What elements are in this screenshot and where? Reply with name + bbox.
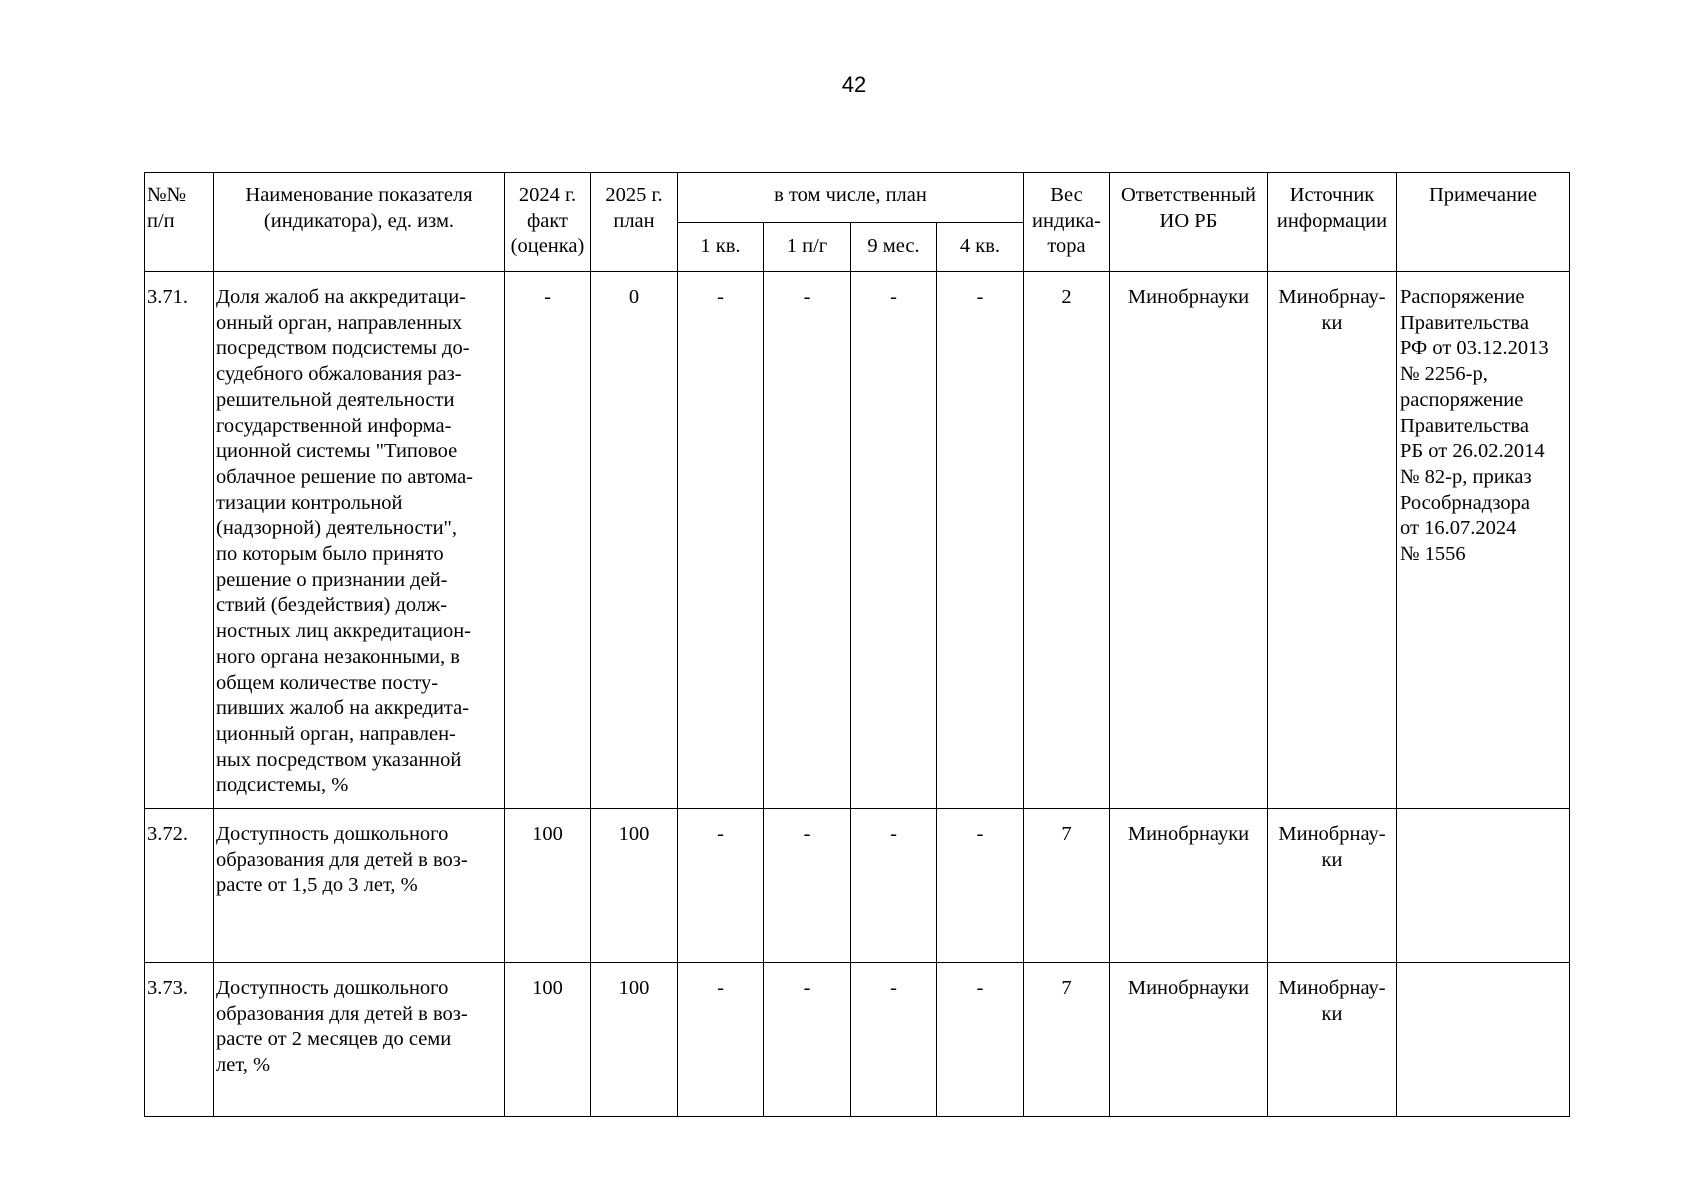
header-q4: 4 кв. <box>937 223 1024 272</box>
fact-2024-value: 100 <box>505 809 591 963</box>
plan-h1-value: - <box>764 963 851 1117</box>
responsible-value: Минобрнауки <box>1110 272 1268 809</box>
plan-q1-value: - <box>678 963 764 1117</box>
plan-q4-value: - <box>937 809 1024 963</box>
note-value <box>1397 809 1570 963</box>
note-value <box>1397 963 1570 1117</box>
row-number: 3.71. <box>145 272 214 809</box>
plan-2025-value: 100 <box>591 809 678 963</box>
weight-value: 7 <box>1024 809 1110 963</box>
plan-9m-value: - <box>851 963 937 1117</box>
table-row <box>145 963 1570 1117</box>
header-q1: 1 кв. <box>678 223 764 272</box>
indicators-table <box>144 172 1570 1117</box>
fact-2024-value: 100 <box>505 963 591 1117</box>
source-value: Минобрнау- ки <box>1268 963 1397 1117</box>
header-including-plan: в том числе, план <box>678 173 1024 223</box>
indicator-name: Доступность дошкольного образования для детей в воз- расте от 1,5 до 3 лет, % <box>214 809 505 963</box>
header-weight: Вес индика- тора <box>1024 173 1110 272</box>
source-value: Минобрнау- ки <box>1268 809 1397 963</box>
header-responsible: Ответственный ИО РБ <box>1110 173 1268 272</box>
plan-q4-value: - <box>937 963 1024 1117</box>
plan-9m-value: - <box>851 809 937 963</box>
plan-2025-value: 100 <box>591 963 678 1117</box>
header-plan-2025: 2025 г. план <box>591 173 678 272</box>
page-number: 42 <box>841 72 867 97</box>
plan-h1-value: - <box>764 809 851 963</box>
plan-9m-value: - <box>851 272 937 809</box>
table-row <box>145 272 1570 809</box>
header-row <box>145 173 1570 223</box>
plan-q1-value: - <box>678 272 764 809</box>
header-source: Источник информации <box>1268 173 1397 272</box>
fact-2024-value: - <box>505 272 591 809</box>
row-number: 3.73. <box>145 963 214 1117</box>
header-name: Наименование показателя (индикатора), ед. изм. <box>214 173 505 272</box>
indicator-name: Доля жалоб на аккредитаци- онный орган, направленных посредством подсистемы до- судебного обжалования раз- решительной деятельности государственной информа- ционной системы "Типовое облачное решение по автома- тизации контрольной (надзорной) деятельности", по которым было принято решение о признании дей- ствий (бездействия) долж- ностных лиц аккредитацион- ного органа незаконными, в общем количестве посту- пивших жалоб на аккредита- ционный орган, направлен- ных посредством указанной подсистемы, % <box>214 272 505 809</box>
plan-q1-value: - <box>678 809 764 963</box>
indicator-name: Доступность дошкольного образования для детей в воз- расте от 2 месяцев до семи лет, % <box>214 963 505 1117</box>
header-fact-2024: 2024 г. факт (оценка) <box>505 173 591 272</box>
responsible-value: Минобрнауки <box>1110 963 1268 1117</box>
header-9m: 9 мес. <box>851 223 937 272</box>
header-num: №№ п/п <box>145 173 214 272</box>
row-number: 3.72. <box>145 809 214 963</box>
plan-2025-value: 0 <box>591 272 678 809</box>
plan-q4-value: - <box>937 272 1024 809</box>
source-value: Минобрнау- ки <box>1268 272 1397 809</box>
plan-h1-value: - <box>764 272 851 809</box>
responsible-value: Минобрнауки <box>1110 809 1268 963</box>
weight-value: 2 <box>1024 272 1110 809</box>
weight-value: 7 <box>1024 963 1110 1117</box>
header-h1: 1 п/г <box>764 223 851 272</box>
note-value: Распоряжение Правительства РФ от 03.12.2013 № 2256-р, распоряжение Правительства РБ от 26.02.2014 № 82-р, приказ Рособрнадзора от 16.07.2024 № 1556 <box>1397 272 1570 809</box>
table-row <box>145 809 1570 963</box>
header-note: Примечание <box>1397 173 1570 272</box>
